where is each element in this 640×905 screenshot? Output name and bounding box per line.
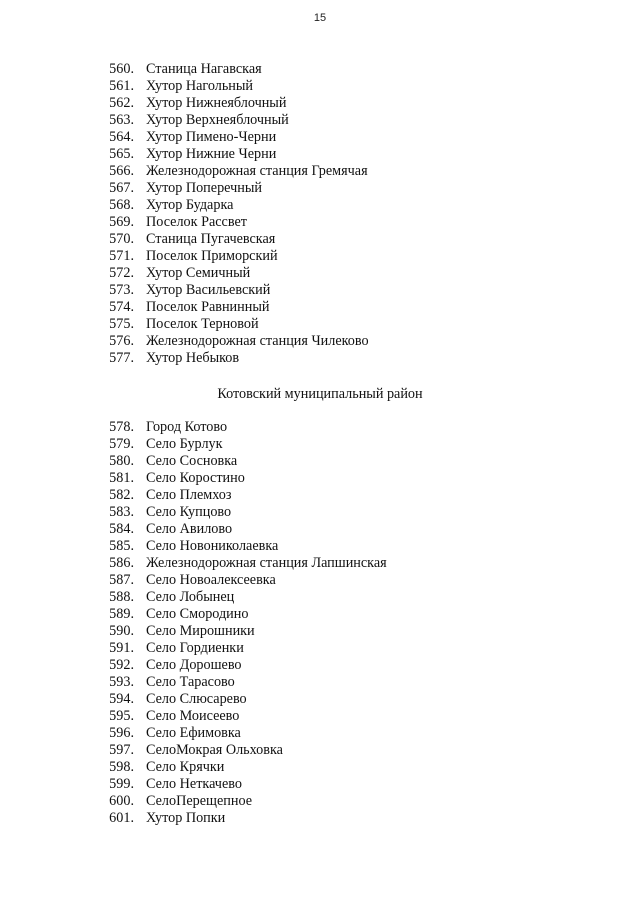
item-name: Село Купцово bbox=[146, 504, 232, 520]
list-item bbox=[0, 657, 640, 674]
list-item bbox=[0, 78, 640, 95]
list-item bbox=[0, 282, 640, 299]
list-item bbox=[0, 555, 640, 572]
list-item bbox=[0, 793, 640, 810]
list-item bbox=[0, 521, 640, 538]
list-item bbox=[0, 572, 640, 589]
item-name: Хутор Нижнеяблочный bbox=[146, 95, 287, 111]
list-item bbox=[0, 214, 640, 231]
item-number: 600. bbox=[109, 793, 134, 809]
list-item bbox=[0, 810, 640, 827]
item-name: Село Сосновка bbox=[146, 453, 238, 469]
list-item bbox=[0, 470, 640, 487]
item-name: Село Крячки bbox=[146, 759, 225, 775]
item-name: Село Бурлук bbox=[146, 436, 223, 452]
item-number: 579. bbox=[109, 436, 134, 452]
list-item bbox=[0, 538, 640, 555]
list-item bbox=[0, 453, 640, 470]
item-name: Город Котово bbox=[146, 419, 228, 435]
list-item bbox=[0, 606, 640, 623]
item-number: 583. bbox=[109, 504, 134, 520]
item-number: 588. bbox=[109, 589, 134, 605]
item-number: 591. bbox=[109, 640, 134, 656]
item-number: 580. bbox=[109, 453, 134, 469]
item-name: Село Тарасово bbox=[146, 674, 235, 690]
item-name: Хутор Небыков bbox=[146, 350, 240, 366]
item-number: 562. bbox=[109, 95, 134, 111]
list-item bbox=[0, 180, 640, 197]
item-name: Хутор Васильевский bbox=[146, 282, 271, 298]
item-name: Хутор Верхнеяблочный bbox=[146, 112, 289, 128]
item-name: Железнодорожная станция Гремячая bbox=[146, 163, 368, 179]
item-number: 575. bbox=[109, 316, 134, 332]
item-name: СелоПерещепное bbox=[146, 793, 253, 809]
item-number: 594. bbox=[109, 691, 134, 707]
item-number: 593. bbox=[109, 674, 134, 690]
item-name: Поселок Равнинный bbox=[146, 299, 270, 315]
item-number: 592. bbox=[109, 657, 134, 673]
section-heading: Котовский муниципальный район bbox=[217, 386, 423, 402]
item-number: 565. bbox=[109, 146, 134, 162]
item-name: СелоМокрая Ольховка bbox=[146, 742, 283, 758]
list-item bbox=[0, 419, 640, 436]
list-item bbox=[0, 146, 640, 163]
item-number: 568. bbox=[109, 197, 134, 213]
list-item bbox=[0, 163, 640, 180]
item-number: 599. bbox=[109, 776, 134, 792]
item-name: Железнодорожная станция Чилеково bbox=[146, 333, 369, 349]
list-item bbox=[0, 759, 640, 776]
list-item bbox=[0, 674, 640, 691]
list-item bbox=[0, 487, 640, 504]
item-number: 578. bbox=[109, 419, 134, 435]
item-number: 563. bbox=[109, 112, 134, 128]
item-number: 601. bbox=[109, 810, 134, 826]
settlement-list-1 bbox=[0, 61, 640, 367]
item-number: 564. bbox=[109, 129, 134, 145]
list-item bbox=[0, 316, 640, 333]
item-number: 567. bbox=[109, 180, 134, 196]
list-item bbox=[0, 742, 640, 759]
list-item bbox=[0, 231, 640, 248]
item-name: Поселок Рассвет bbox=[146, 214, 247, 230]
item-name: Село Смородино bbox=[146, 606, 249, 622]
item-number: 561. bbox=[109, 78, 134, 94]
item-number: 597. bbox=[109, 742, 134, 758]
item-name: Село Гордиенки bbox=[146, 640, 244, 656]
item-number: 573. bbox=[109, 282, 134, 298]
item-name: Село Новоалексеевка bbox=[146, 572, 276, 588]
item-name: Железнодорожная станция Лапшинская bbox=[146, 555, 387, 571]
item-number: 598. bbox=[109, 759, 134, 775]
item-name: Село Ефимовка bbox=[146, 725, 241, 741]
item-number: 566. bbox=[109, 163, 134, 179]
list-item bbox=[0, 436, 640, 453]
item-name: Станица Пугачевская bbox=[146, 231, 276, 247]
list-item bbox=[0, 691, 640, 708]
item-number: 582. bbox=[109, 487, 134, 503]
item-name: Станица Нагавская bbox=[146, 61, 262, 77]
item-name: Село Лобынец bbox=[146, 589, 235, 605]
item-name: Хутор Нижние Черни bbox=[146, 146, 277, 162]
list-item bbox=[0, 95, 640, 112]
item-name: Хутор Попки bbox=[146, 810, 226, 826]
item-name: Хутор Пимено-Черни bbox=[146, 129, 277, 145]
item-number: 596. bbox=[109, 725, 134, 741]
list-item bbox=[0, 129, 640, 146]
list-item bbox=[0, 248, 640, 265]
item-name: Село Новониколаевка bbox=[146, 538, 279, 554]
item-number: 584. bbox=[109, 521, 134, 537]
item-number: 586. bbox=[109, 555, 134, 571]
list-item bbox=[0, 589, 640, 606]
list-item bbox=[0, 708, 640, 725]
item-number: 589. bbox=[109, 606, 134, 622]
item-name: Село Племхоз bbox=[146, 487, 232, 503]
item-number: 572. bbox=[109, 265, 134, 281]
item-number: 585. bbox=[109, 538, 134, 554]
list-item bbox=[0, 197, 640, 214]
item-number: 581. bbox=[109, 470, 134, 486]
item-name: Хутор Бударка bbox=[146, 197, 234, 213]
item-name: Село Авилово bbox=[146, 521, 233, 537]
list-item bbox=[0, 112, 640, 129]
item-name: Село Неткачево bbox=[146, 776, 242, 792]
list-item bbox=[0, 725, 640, 742]
item-number: 595. bbox=[109, 708, 134, 724]
list-item bbox=[0, 333, 640, 350]
item-number: 587. bbox=[109, 572, 134, 588]
list-item bbox=[0, 504, 640, 521]
item-number: 571. bbox=[109, 248, 134, 264]
item-name: Село Коростино bbox=[146, 470, 245, 486]
list-item bbox=[0, 623, 640, 640]
item-name: Село Слюсарево bbox=[146, 691, 247, 707]
settlement-list-2 bbox=[0, 419, 640, 827]
item-name: Хутор Нагольный bbox=[146, 78, 254, 94]
list-item bbox=[0, 299, 640, 316]
item-name: Поселок Терновой bbox=[146, 316, 259, 332]
list-item bbox=[0, 265, 640, 282]
item-number: 590. bbox=[109, 623, 134, 639]
item-number: 570. bbox=[109, 231, 134, 247]
item-number: 576. bbox=[109, 333, 134, 349]
list-item bbox=[0, 61, 640, 78]
item-name: Хутор Семичный bbox=[146, 265, 251, 281]
item-name: Поселок Приморский bbox=[146, 248, 278, 264]
page-number: 15 bbox=[313, 12, 327, 24]
list-item bbox=[0, 776, 640, 793]
item-number: 560. bbox=[109, 61, 134, 77]
item-number: 574. bbox=[109, 299, 134, 315]
item-name: Село Дорошево bbox=[146, 657, 242, 673]
item-name: Село Мирошники bbox=[146, 623, 255, 639]
list-item bbox=[0, 350, 640, 367]
item-number: 569. bbox=[109, 214, 134, 230]
item-name: Хутор Поперечный bbox=[146, 180, 262, 196]
item-number: 577. bbox=[109, 350, 134, 366]
item-name: Село Моисеево bbox=[146, 708, 240, 724]
list-item bbox=[0, 640, 640, 657]
